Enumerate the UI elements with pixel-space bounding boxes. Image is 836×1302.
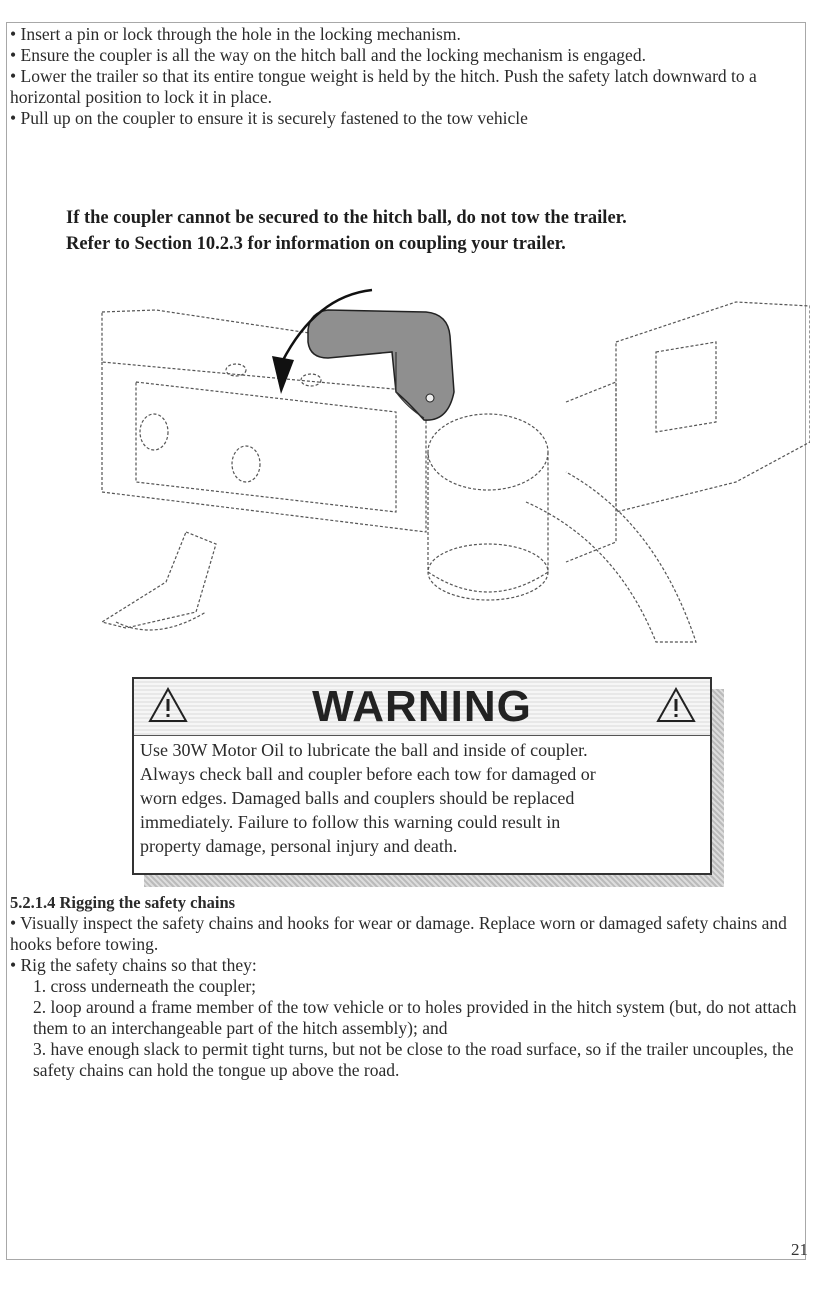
warning-line: immediately. Failure to follow this warning could result in [140, 812, 561, 832]
list-item: 2. loop around a frame member of the tow vehicle or to holes provided in the hitch system (but, do not attach them to an interchangeable part of the hitch assembly); and [33, 997, 797, 1038]
list-item: 3. have enough slack to permit tight turns, but not be close to the road surface, so if the trailer uncouples, the safety chains can hold the tongue up above the road. [33, 1039, 794, 1080]
warning-title: WARNING [312, 682, 532, 731]
warning-header [134, 679, 710, 736]
warning-body [140, 738, 706, 858]
warning-line: Always check ball and coupler before each tow for damaged or [140, 764, 596, 784]
bullet-item: • Visually inspect the safety chains and hooks for wear or damage. Replace worn or damaged safety chains and hooks before towing. [10, 913, 787, 954]
safety-chains-section [10, 892, 800, 1081]
warning-box [132, 677, 712, 875]
warning-line: worn edges. Damaged balls and couplers should be replaced [140, 788, 575, 808]
bullet-item: • Ensure the coupler is all the way on the hitch ball and the locking mechanism is engaged. [10, 45, 646, 65]
page-number: 21 [791, 1240, 808, 1259]
bullet-item: • Lower the trailer so that its entire tongue weight is held by the hitch. Push the safety latch downward to a horizontal position to lock it in place. [10, 66, 757, 107]
warning-triangle-icon [656, 687, 696, 723]
bullet-item: • Pull up on the coupler to ensure it is securely fastened to the tow vehicle [10, 108, 528, 128]
coupler-notice [66, 205, 806, 257]
notice-line: If the coupler cannot be secured to the hitch ball, do not tow the trailer. [66, 208, 627, 228]
list-item: 1. cross underneath the coupler; [33, 976, 257, 996]
coupler-illustration [96, 282, 810, 652]
bullet-item: • Rig the safety chains so that they: [10, 955, 257, 975]
bullet-item: • Insert a pin or lock through the hole in the locking mechanism. [10, 24, 461, 44]
section-heading: 5.2.1.4 Rigging the safety chains [10, 893, 236, 912]
warning-line: property damage, personal injury and death. [140, 836, 458, 856]
notice-line: Refer to Section 10.2.3 for information on coupling your trailer. [66, 234, 566, 254]
warning-line: Use 30W Motor Oil to lubricate the ball and inside of coupler. [140, 740, 588, 760]
bullet-list [10, 24, 792, 129]
